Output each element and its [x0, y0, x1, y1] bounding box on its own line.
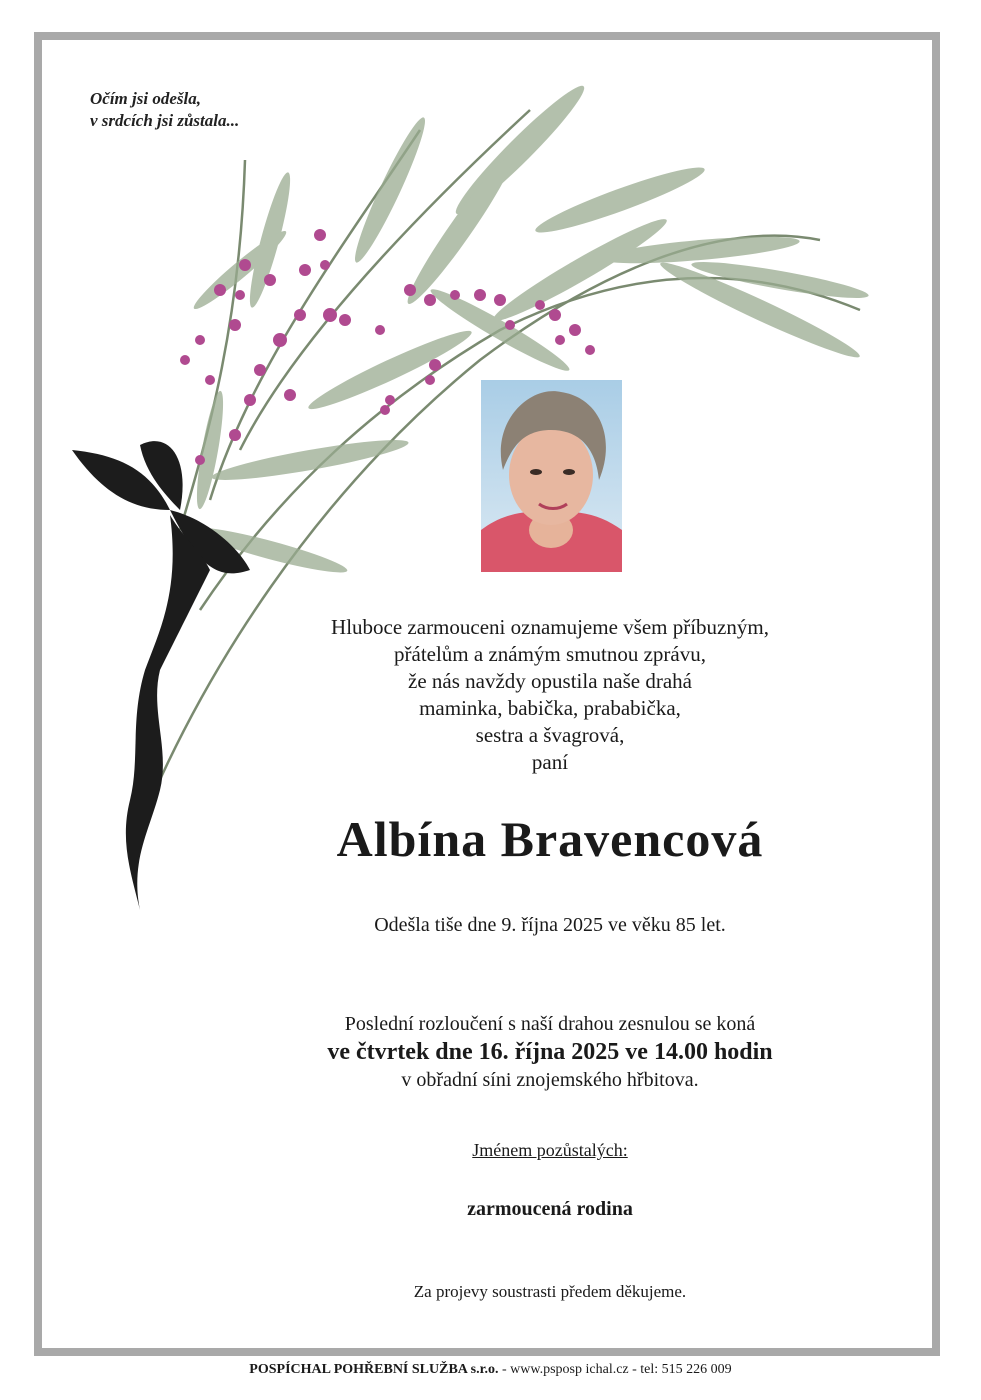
death-notice: Odešla tiše dne 9. října 2025 ve věku 85 let. — [374, 914, 726, 936]
announcement-line: maminka, babička, prababička, — [419, 696, 681, 720]
deceased-name: Albína Bravencová — [336, 811, 764, 867]
announcement — [240, 614, 860, 776]
announcement-line: paní — [531, 750, 569, 774]
footer-contact: - www.psposp ichal.cz - tel: 515 226 009 — [498, 1362, 732, 1377]
ceremony-place: v obřadní síni znojemského hřbitova. — [401, 1069, 699, 1091]
motto-line-2: v srdcích jsi zůstala... — [90, 111, 240, 130]
deceased-portrait-icon — [481, 380, 622, 572]
announcement-line: Hluboce zarmouceni oznamujeme všem příbuzným, — [331, 615, 769, 639]
ceremony-line-1: Poslední rozloučení s naší drahou zesnulou se koná — [344, 1013, 756, 1035]
thanks-note: Za projevy soustrasti předem děkujeme. — [413, 1282, 687, 1301]
announcement-line: přátelům a známým smutnou zprávu, — [394, 642, 706, 666]
announcement-line: sestra a švagrová, — [475, 723, 625, 747]
ceremony-date: ve čtvrtek dne 16. října 2025 ve 14.00 hodin — [327, 1039, 773, 1065]
footer-company: POSPÍCHAL POHŘEBNÍ SLUŽBA s.r.o. — [249, 1362, 499, 1377]
family-signature: zarmoucená rodina — [467, 1198, 633, 1220]
willow-branch-with-black-ribbon-icon — [60, 70, 890, 920]
announcement-line: že nás navždy opustila naše drahá — [408, 669, 692, 693]
on-behalf-label: Jménem pozůstalých: — [472, 1140, 628, 1160]
ceremony-info — [240, 1010, 860, 1094]
motto-line-1: Očím jsi odešla, — [90, 89, 201, 108]
footer — [0, 1362, 981, 1378]
